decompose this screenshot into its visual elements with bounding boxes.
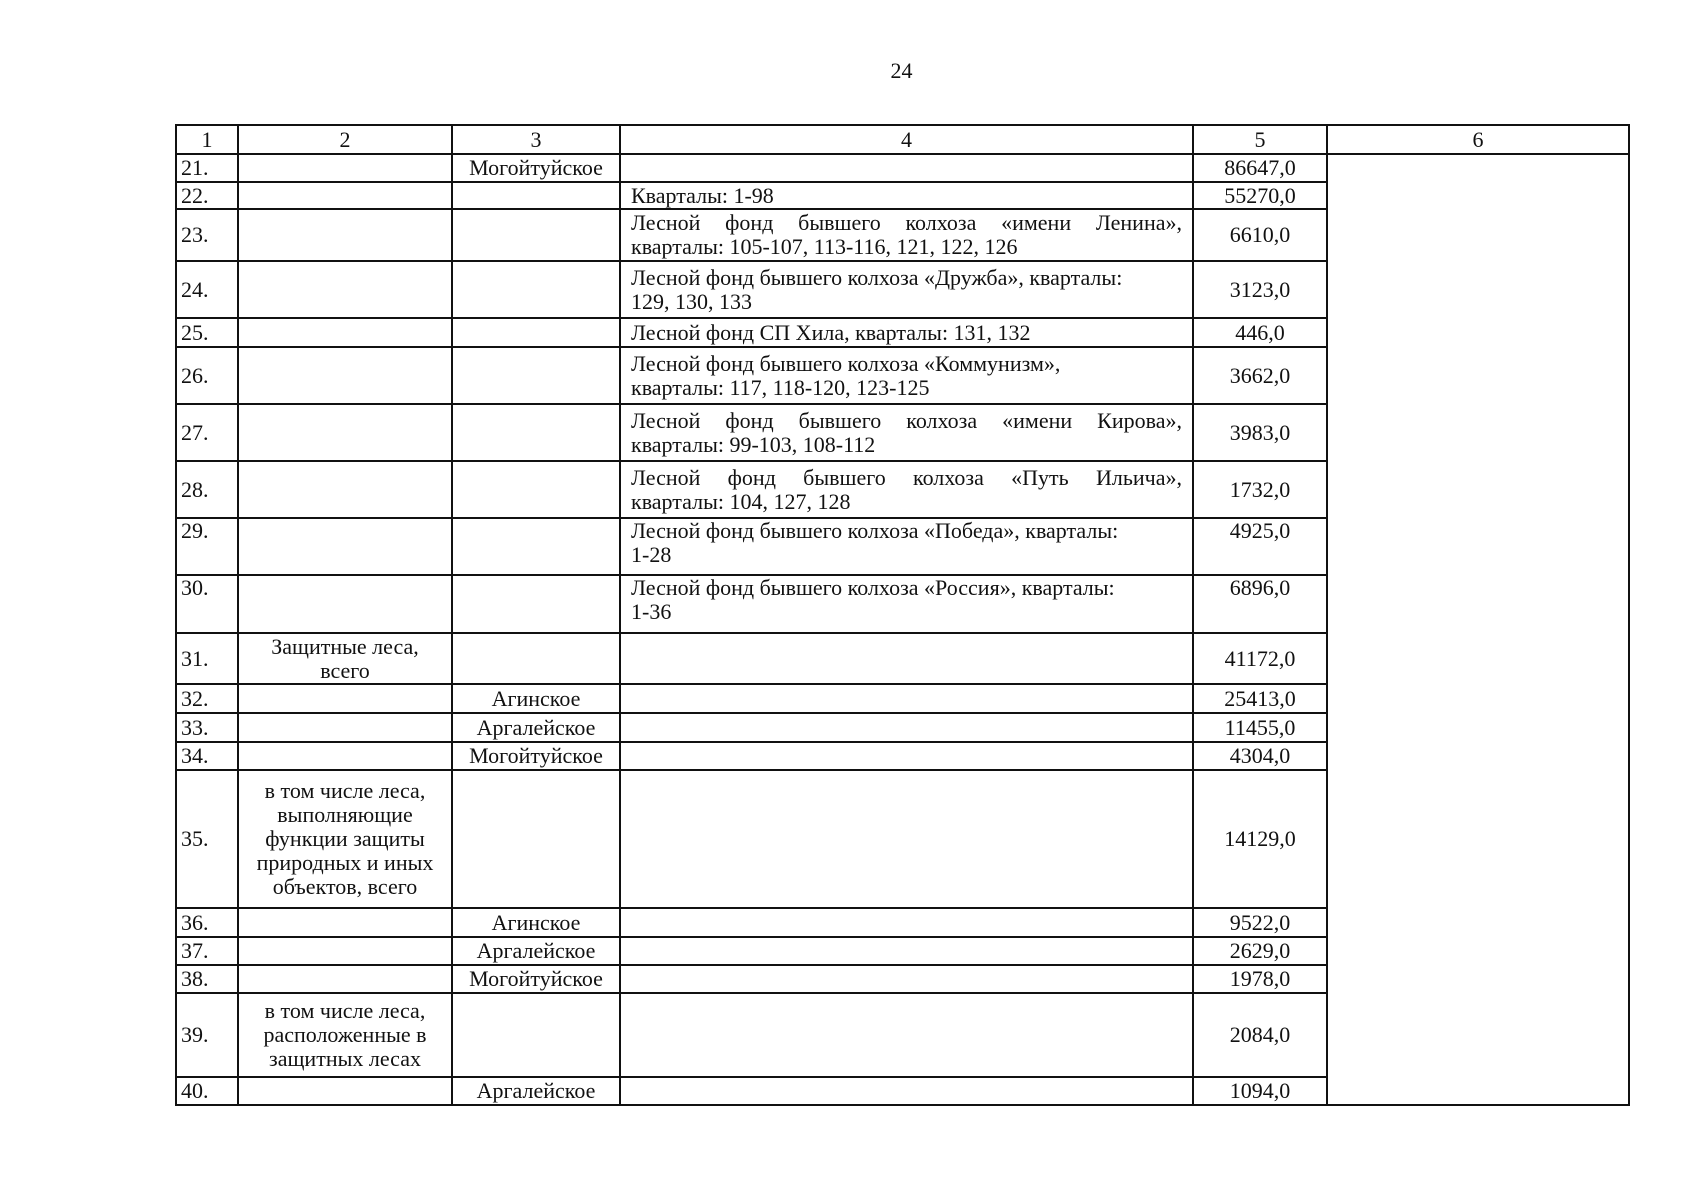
forest-category-line: защитных лесах xyxy=(269,1046,421,1071)
forest-category-cell xyxy=(238,742,452,770)
forestry-cell: Могойтуйское xyxy=(452,154,620,182)
forestry-cell xyxy=(452,209,620,261)
forestry-cell xyxy=(452,261,620,318)
area-cell: 86647,0 xyxy=(1193,154,1327,182)
location-description-cell xyxy=(620,908,1193,937)
forestry-cell xyxy=(452,575,620,633)
location-description-cell xyxy=(620,575,1193,633)
forest-category-cell xyxy=(238,684,452,713)
row-number-cell: 33. xyxy=(176,713,238,742)
row-number-cell: 22. xyxy=(176,182,238,209)
column-header-5: 5 xyxy=(1193,125,1327,154)
column-header-3: 3 xyxy=(452,125,620,154)
forest-category-cell xyxy=(238,993,452,1077)
row-number-cell: 28. xyxy=(176,461,238,518)
location-description-line: Лесной фонд бывшего колхоза «Россия», кварталы: xyxy=(631,575,1115,600)
forest-category-cell xyxy=(238,347,452,404)
forest-category-cell xyxy=(238,209,452,261)
area-cell: 9522,0 xyxy=(1193,908,1327,937)
location-description-line: Лесной фонд СП Хила, кварталы: 131, 132 xyxy=(631,319,1031,345)
location-description-line: 1-28 xyxy=(631,542,672,567)
area-cell: 1732,0 xyxy=(1193,461,1327,518)
forestry-cell: Агинское xyxy=(452,908,620,937)
forestry-cell xyxy=(452,518,620,575)
forestry-cell: Аргалейское xyxy=(452,937,620,965)
area-cell: 6896,0 xyxy=(1193,575,1327,633)
column-header-2: 2 xyxy=(238,125,452,154)
forest-category-line: природных и иных xyxy=(256,850,434,875)
header-row xyxy=(176,125,1629,154)
location-description-cell xyxy=(620,154,1193,182)
area-cell: 1978,0 xyxy=(1193,965,1327,993)
forest-category-cell xyxy=(238,154,452,182)
forest-category-cell xyxy=(238,908,452,937)
notes-cell xyxy=(1327,154,1629,1105)
location-description-cell xyxy=(620,461,1193,518)
forest-areas-table xyxy=(175,124,1630,1106)
area-cell: 3983,0 xyxy=(1193,404,1327,461)
location-description-cell xyxy=(620,993,1193,1077)
location-description-line: кварталы: 104, 127, 128 xyxy=(631,488,851,514)
row-number-cell: 25. xyxy=(176,318,238,347)
area-cell: 1094,0 xyxy=(1193,1077,1327,1105)
location-description-line: Кварталы: 1-98 xyxy=(631,182,774,208)
row-number-cell: 40. xyxy=(176,1077,238,1105)
forest-category-cell xyxy=(238,261,452,318)
location-description-cell xyxy=(620,684,1193,713)
forest-category-line: в том числе леса, xyxy=(264,778,426,803)
location-description-line: кварталы: 105-107, 113-116, 121, 122, 126 xyxy=(631,234,1018,259)
forest-category-cell xyxy=(238,461,452,518)
forest-category-line: в том числе леса, xyxy=(264,998,426,1023)
forestry-cell xyxy=(452,461,620,518)
forestry-cell xyxy=(452,182,620,209)
forestry-cell xyxy=(452,633,620,684)
location-description-line: Лесной фонд бывшего колхоза «имени Ленина», xyxy=(631,210,1182,235)
forest-category-cell xyxy=(238,937,452,965)
forest-category-cell xyxy=(238,965,452,993)
area-cell: 11455,0 xyxy=(1193,713,1327,742)
location-description-line: 129, 130, 133 xyxy=(631,288,752,314)
area-cell: 2629,0 xyxy=(1193,937,1327,965)
area-cell: 55270,0 xyxy=(1193,182,1327,209)
location-description-cell xyxy=(620,965,1193,993)
table-body xyxy=(176,154,1629,1105)
column-header-6: 6 xyxy=(1327,125,1629,154)
location-description-cell xyxy=(620,633,1193,684)
location-description-line: 1-36 xyxy=(631,599,672,624)
location-description-line: Лесной фонд бывшего колхоза «Путь Ильича», xyxy=(631,464,1182,490)
area-cell: 3123,0 xyxy=(1193,261,1327,318)
forestry-cell: Аргалейское xyxy=(452,713,620,742)
forest-category-cell xyxy=(238,713,452,742)
row-number-cell: 34. xyxy=(176,742,238,770)
forest-category-line: расположенные в xyxy=(263,1022,427,1047)
location-description-cell xyxy=(620,1077,1193,1105)
location-description-line: Лесной фонд бывшего колхоза «Победа», кварталы: xyxy=(631,518,1119,543)
area-cell: 4304,0 xyxy=(1193,742,1327,770)
column-header-1: 1 xyxy=(176,125,238,154)
row-number-cell: 27. xyxy=(176,404,238,461)
location-description-line: Лесной фонд бывшего колхоза «имени Кирова», xyxy=(631,407,1182,433)
location-description-line: Лесной фонд бывшего колхоза «Коммунизм», xyxy=(631,350,1061,376)
row-number-cell: 39. xyxy=(176,993,238,1077)
area-cell: 14129,0 xyxy=(1193,770,1327,908)
row-number-cell: 32. xyxy=(176,684,238,713)
row-number-cell: 37. xyxy=(176,937,238,965)
location-description-cell xyxy=(620,261,1193,318)
row-number-cell: 24. xyxy=(176,261,238,318)
row-number-cell: 26. xyxy=(176,347,238,404)
forestry-cell xyxy=(452,770,620,908)
forestry-cell: Могойтуйское xyxy=(452,742,620,770)
row-number-cell: 23. xyxy=(176,209,238,261)
location-description-cell xyxy=(620,713,1193,742)
location-description-line: Лесной фонд бывшего колхоза «Дружба», кварталы: xyxy=(631,264,1123,290)
location-description-line: кварталы: 99-103, 108-112 xyxy=(631,431,876,457)
row-number-cell: 36. xyxy=(176,908,238,937)
row-number-cell: 21. xyxy=(176,154,238,182)
forestry-cell: Могойтуйское xyxy=(452,965,620,993)
column-header-4: 4 xyxy=(620,125,1193,154)
forestry-cell: Аргалейское xyxy=(452,1077,620,1105)
area-cell: 446,0 xyxy=(1193,318,1327,347)
forest-category-line: выполняющие xyxy=(277,802,413,827)
forest-category-cell xyxy=(238,1077,452,1105)
row-number-cell: 31. xyxy=(176,633,238,684)
forestry-cell xyxy=(452,404,620,461)
forestry-cell: Агинское xyxy=(452,684,620,713)
area-cell: 2084,0 xyxy=(1193,993,1327,1077)
forest-category-line: объектов, всего xyxy=(272,874,418,899)
forest-category-line: Защитные леса, xyxy=(271,633,419,659)
row-number-cell: 38. xyxy=(176,965,238,993)
forest-category-cell xyxy=(238,633,452,684)
forestry-cell xyxy=(452,318,620,347)
location-description-cell xyxy=(620,770,1193,908)
location-description-cell xyxy=(620,182,1193,209)
forestry-cell xyxy=(452,993,620,1077)
area-cell: 41172,0 xyxy=(1193,633,1327,684)
location-description-cell xyxy=(620,742,1193,770)
forest-category-cell xyxy=(238,318,452,347)
row-number-cell: 35. xyxy=(176,770,238,908)
area-cell: 3662,0 xyxy=(1193,347,1327,404)
location-description-cell xyxy=(620,347,1193,404)
forest-category-line: всего xyxy=(320,657,370,683)
forest-category-cell xyxy=(238,182,452,209)
row-number-cell: 30. xyxy=(176,575,238,633)
forest-category-cell xyxy=(238,518,452,575)
forest-category-cell xyxy=(238,770,452,908)
forest-category-cell xyxy=(238,404,452,461)
forestry-cell xyxy=(452,347,620,404)
page-number: 24 xyxy=(890,58,913,83)
row-number-cell: 29. xyxy=(176,518,238,575)
location-description-cell xyxy=(620,209,1193,261)
location-description-line: кварталы: 117, 118-120, 123-125 xyxy=(631,374,930,400)
area-cell: 25413,0 xyxy=(1193,684,1327,713)
area-cell: 4925,0 xyxy=(1193,518,1327,575)
location-description-cell xyxy=(620,404,1193,461)
location-description-cell xyxy=(620,518,1193,575)
forest-category-line: функции защиты xyxy=(265,826,425,851)
table-row xyxy=(176,154,1629,182)
location-description-cell xyxy=(620,318,1193,347)
forest-category-cell xyxy=(238,575,452,633)
location-description-cell xyxy=(620,937,1193,965)
area-cell: 6610,0 xyxy=(1193,209,1327,261)
